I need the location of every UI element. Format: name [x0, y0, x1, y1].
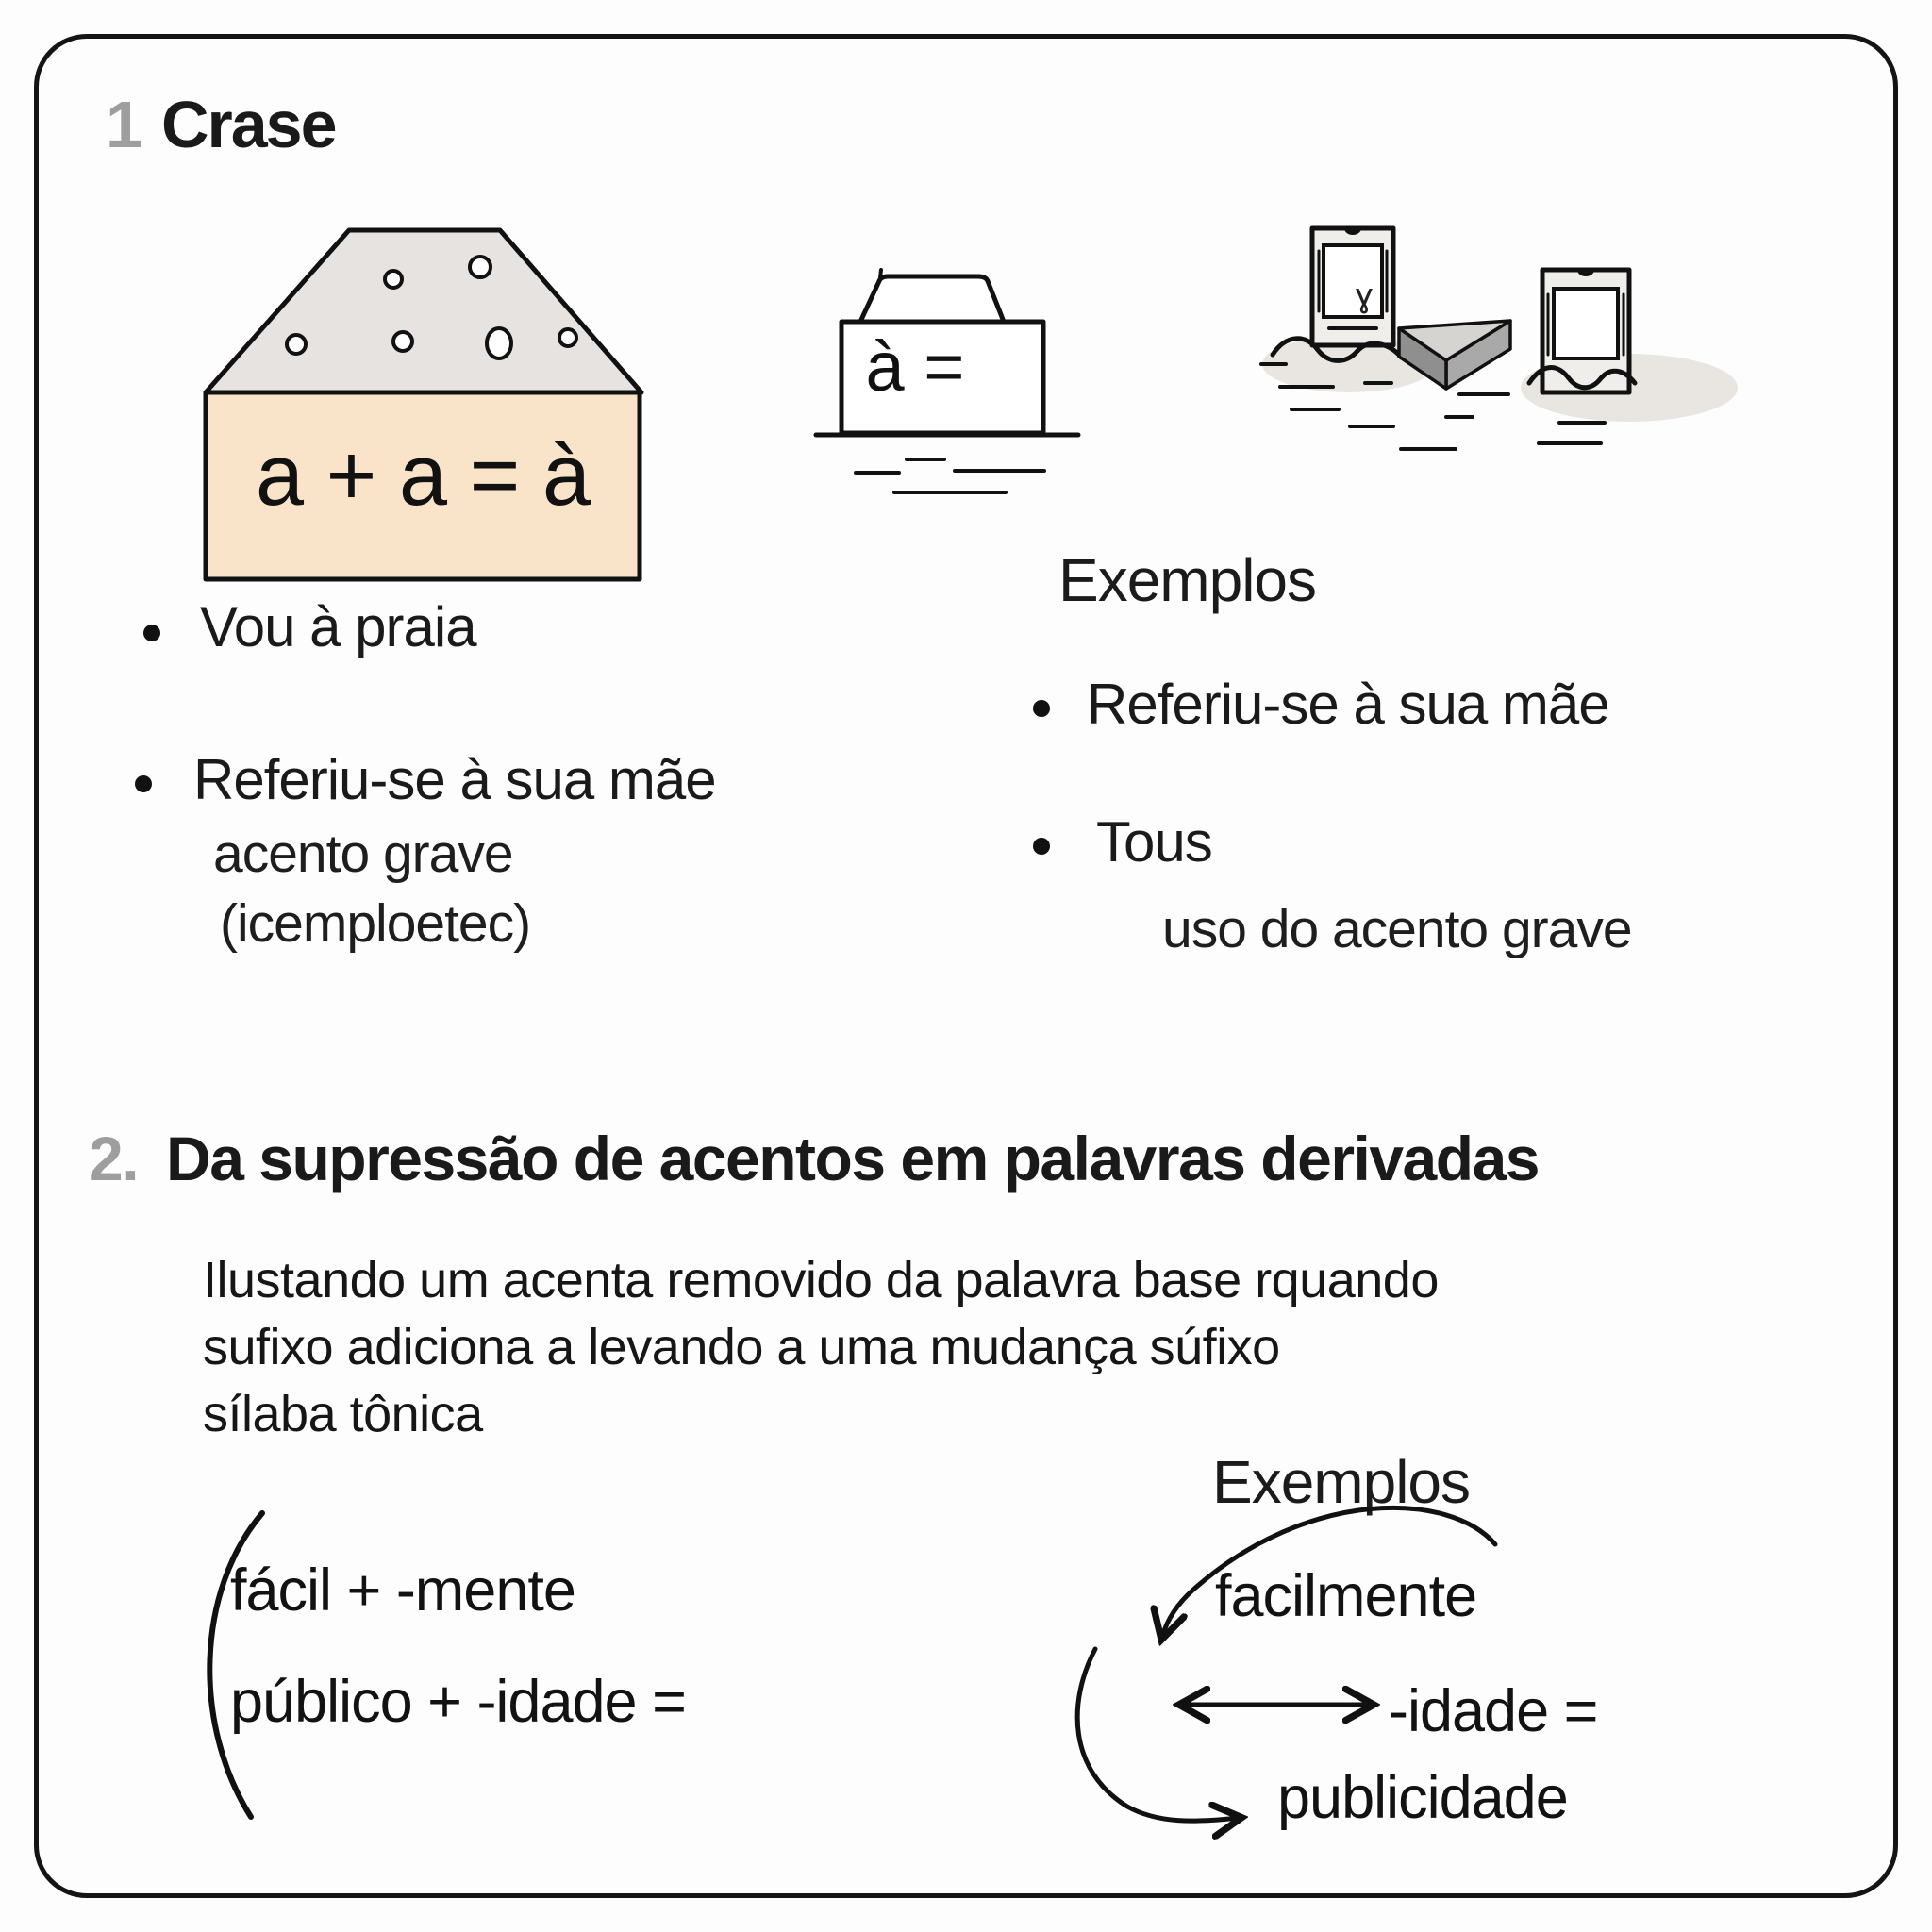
section1-title: Crase — [160, 88, 336, 161]
curved-arrow-right-icon — [1077, 1649, 1239, 1821]
signs-icon — [1259, 215, 1882, 493]
sprinkle-dot — [487, 328, 511, 358]
brace-curve — [170, 1507, 292, 1824]
example-word: publicidade — [1277, 1765, 1568, 1831]
boat-formula: à = — [865, 327, 965, 406]
paragraph-line: sufixo adiciona a levando a uma mudança súfixo — [203, 1319, 1280, 1375]
list-subitem: uso do acento grave — [1162, 899, 1632, 959]
bullet-dot — [1033, 700, 1050, 717]
cake-icon — [200, 225, 645, 585]
bullet-dot — [1033, 838, 1050, 855]
section2-paragraph — [203, 1247, 1439, 1448]
cake-formula: a + a = à — [255, 427, 591, 524]
paragraph-line: Ilustando um acenta removido da palavra base rquando — [203, 1252, 1439, 1308]
section1-number: 1 — [106, 88, 141, 161]
list-subitem: (icemploetec) — [220, 893, 531, 954]
section2-number: 2. — [89, 1124, 139, 1193]
bullet-dot — [143, 625, 160, 641]
boat-cabin — [860, 276, 1004, 322]
left-sign-frame — [1324, 245, 1382, 317]
section2-title: Da supressão de acentos em palavras derivadas — [166, 1124, 1539, 1193]
list-item: Referiu-se à sua mãe — [193, 748, 716, 811]
sign-glyph: ɣ — [1356, 275, 1374, 314]
section1-examples-heading: Exemplos — [1058, 546, 1316, 614]
sprinkle-dot — [385, 271, 402, 288]
example-word: facilmente — [1215, 1563, 1477, 1629]
paragraph-line: sílaba tônica — [203, 1386, 483, 1442]
formula-line: público + -idade = — [230, 1669, 686, 1735]
list-item: Tous — [1096, 810, 1212, 874]
sprinkle-dot — [287, 335, 306, 354]
list-item: Referiu-se à sua mãe — [1087, 673, 1609, 736]
signs-illustration — [1259, 215, 1882, 493]
sprinkle-dot — [559, 329, 576, 346]
section2-examples-heading: Exemplos — [1212, 1448, 1470, 1516]
list-item: Vou à praia — [200, 595, 476, 658]
list-subitem: acento grave — [213, 824, 513, 884]
cake-top-trapezoid — [206, 230, 641, 392]
parenthesis-icon — [170, 1507, 292, 1824]
cake-illustration — [200, 225, 645, 585]
sprinkle-dot — [470, 257, 491, 277]
section1-heading — [106, 87, 336, 162]
formula-line: fácil + -mente — [230, 1557, 575, 1624]
bullet-dot — [135, 775, 152, 792]
sprinkle-dot — [393, 332, 412, 351]
right-sign-frame — [1554, 289, 1618, 358]
section2-heading — [89, 1123, 1539, 1194]
example-suffix: -idade = — [1389, 1678, 1598, 1744]
